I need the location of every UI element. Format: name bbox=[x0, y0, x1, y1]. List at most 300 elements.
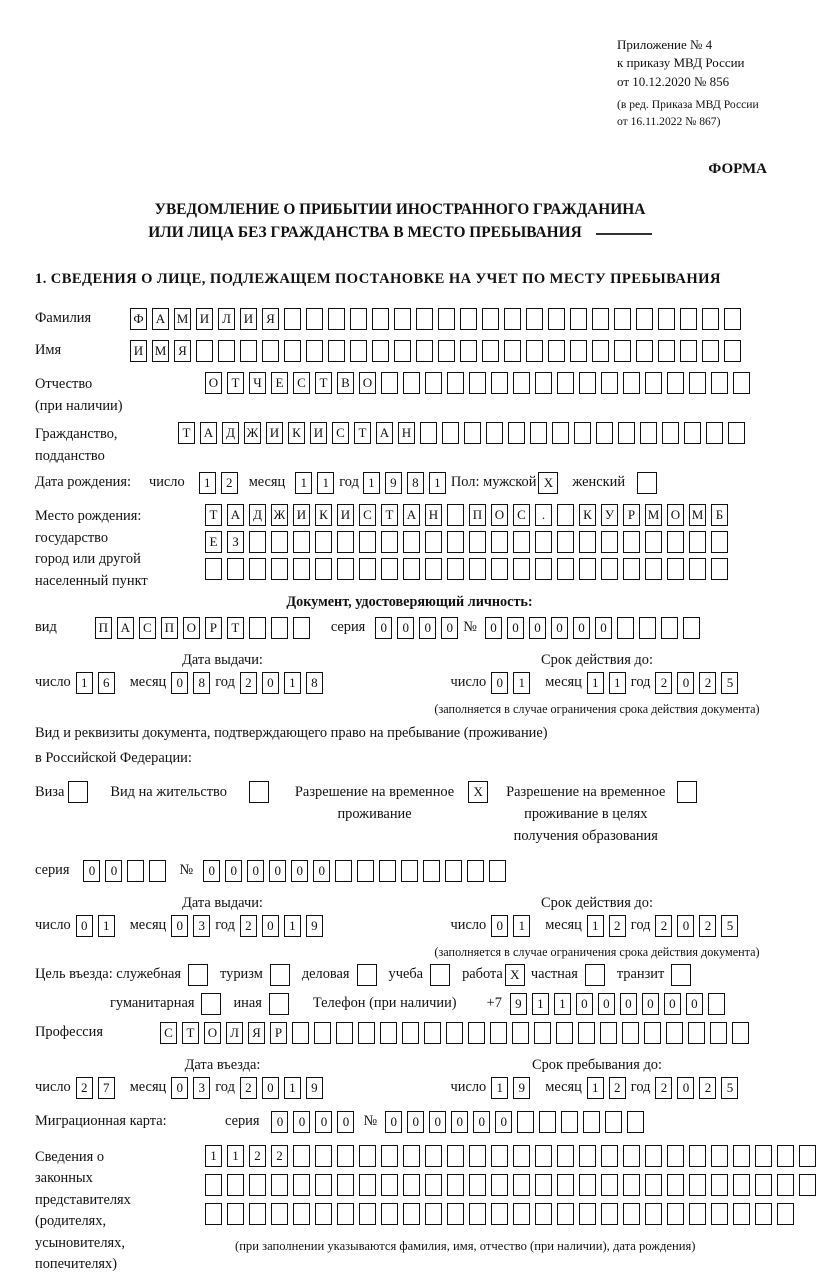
form-cell[interactable] bbox=[447, 372, 464, 394]
form-cell[interactable]: 1 bbox=[284, 672, 301, 694]
form-cell[interactable]: 0 bbox=[105, 860, 122, 882]
form-cell[interactable]: Л bbox=[218, 308, 235, 330]
form-cell[interactable] bbox=[601, 558, 618, 580]
form-cell[interactable] bbox=[469, 1174, 486, 1196]
form-cell[interactable]: О bbox=[205, 372, 222, 394]
form-cell[interactable] bbox=[579, 558, 596, 580]
form-cell[interactable]: И bbox=[240, 308, 257, 330]
form-cell[interactable]: М bbox=[645, 504, 662, 526]
form-cell[interactable] bbox=[623, 558, 640, 580]
form-cell[interactable] bbox=[667, 1145, 684, 1167]
form-cell[interactable] bbox=[667, 531, 684, 553]
form-cell[interactable] bbox=[667, 372, 684, 394]
form-cell[interactable]: С bbox=[359, 504, 376, 526]
form-cell[interactable] bbox=[425, 1174, 442, 1196]
form-cell[interactable] bbox=[149, 860, 166, 882]
form-cell[interactable] bbox=[491, 1203, 508, 1225]
form-cell[interactable] bbox=[425, 1145, 442, 1167]
form-cell[interactable]: 2 bbox=[609, 915, 626, 937]
form-cell[interactable] bbox=[423, 860, 440, 882]
form-cell[interactable] bbox=[218, 340, 235, 362]
form-cell[interactable] bbox=[293, 1174, 310, 1196]
form-cell[interactable] bbox=[357, 860, 374, 882]
form-cell[interactable] bbox=[249, 1203, 266, 1225]
form-cell[interactable] bbox=[732, 1022, 749, 1044]
form-cell[interactable] bbox=[645, 1145, 662, 1167]
form-cell[interactable]: 0 bbox=[291, 860, 308, 882]
form-cell[interactable]: 0 bbox=[620, 993, 637, 1015]
form-cell[interactable]: 0 bbox=[385, 1111, 402, 1133]
form-cell[interactable] bbox=[447, 558, 464, 580]
form-cell[interactable] bbox=[645, 1203, 662, 1225]
form-cell[interactable] bbox=[570, 340, 587, 362]
form-cell[interactable] bbox=[381, 1174, 398, 1196]
form-cell[interactable] bbox=[469, 372, 486, 394]
form-cell[interactable] bbox=[733, 372, 750, 394]
form-cell[interactable]: О bbox=[667, 504, 684, 526]
form-cell[interactable]: 0 bbox=[451, 1111, 468, 1133]
form-cell[interactable]: 0 bbox=[529, 617, 546, 639]
form-cell[interactable] bbox=[293, 1203, 310, 1225]
form-cell[interactable]: К bbox=[579, 504, 596, 526]
form-cell[interactable]: 1 bbox=[554, 993, 571, 1015]
form-cell[interactable]: 2 bbox=[76, 1077, 93, 1099]
form-cell[interactable] bbox=[425, 558, 442, 580]
form-cell[interactable]: А bbox=[117, 617, 134, 639]
form-cell[interactable]: 1 bbox=[98, 915, 115, 937]
form-cell[interactable] bbox=[579, 1145, 596, 1167]
form-cell[interactable] bbox=[491, 372, 508, 394]
form-cell[interactable] bbox=[535, 1203, 552, 1225]
form-cell[interactable]: 8 bbox=[407, 472, 424, 494]
form-cell[interactable] bbox=[526, 308, 543, 330]
form-cell[interactable]: 1 bbox=[609, 672, 626, 694]
form-cell[interactable]: И bbox=[130, 340, 147, 362]
form-cell[interactable] bbox=[227, 1203, 244, 1225]
form-cell[interactable] bbox=[671, 964, 691, 986]
form-cell[interactable]: 0 bbox=[677, 672, 694, 694]
form-cell[interactable] bbox=[403, 1145, 420, 1167]
form-cell[interactable]: О bbox=[491, 504, 508, 526]
form-cell[interactable] bbox=[601, 531, 618, 553]
form-cell[interactable] bbox=[314, 1022, 331, 1044]
form-cell[interactable]: Л bbox=[226, 1022, 243, 1044]
form-cell[interactable] bbox=[420, 422, 437, 444]
form-cell[interactable]: С bbox=[160, 1022, 177, 1044]
form-cell[interactable]: 2 bbox=[655, 1077, 672, 1099]
form-cell[interactable] bbox=[579, 372, 596, 394]
form-cell[interactable] bbox=[447, 1174, 464, 1196]
form-cell[interactable] bbox=[733, 1174, 750, 1196]
form-cell[interactable]: 0 bbox=[642, 993, 659, 1015]
form-cell[interactable] bbox=[196, 340, 213, 362]
form-cell[interactable] bbox=[557, 1174, 574, 1196]
form-cell[interactable] bbox=[636, 308, 653, 330]
form-cell[interactable]: Ч bbox=[249, 372, 266, 394]
form-cell[interactable] bbox=[605, 1111, 622, 1133]
form-cell[interactable] bbox=[271, 1203, 288, 1225]
form-cell[interactable] bbox=[661, 617, 678, 639]
form-cell[interactable] bbox=[535, 372, 552, 394]
form-cell[interactable] bbox=[467, 860, 484, 882]
form-cell[interactable]: И bbox=[266, 422, 283, 444]
form-cell[interactable] bbox=[358, 1022, 375, 1044]
form-cell[interactable]: 0 bbox=[686, 993, 703, 1015]
form-cell[interactable] bbox=[662, 422, 679, 444]
form-cell[interactable] bbox=[403, 531, 420, 553]
form-cell[interactable] bbox=[579, 1174, 596, 1196]
form-cell[interactable]: Е bbox=[271, 372, 288, 394]
form-cell[interactable]: Д bbox=[222, 422, 239, 444]
form-cell[interactable] bbox=[601, 1203, 618, 1225]
form-cell[interactable]: 1 bbox=[295, 472, 312, 494]
form-cell[interactable] bbox=[271, 531, 288, 553]
form-cell[interactable]: 0 bbox=[664, 993, 681, 1015]
form-cell[interactable] bbox=[337, 1174, 354, 1196]
form-cell[interactable] bbox=[535, 558, 552, 580]
form-cell[interactable]: 0 bbox=[375, 617, 392, 639]
form-cell[interactable] bbox=[548, 340, 565, 362]
form-cell[interactable] bbox=[188, 964, 208, 986]
form-cell[interactable] bbox=[430, 964, 450, 986]
form-cell[interactable] bbox=[755, 1145, 772, 1167]
form-cell[interactable] bbox=[337, 1203, 354, 1225]
form-cell[interactable] bbox=[491, 558, 508, 580]
form-cell[interactable]: 5 bbox=[721, 1077, 738, 1099]
form-cell[interactable] bbox=[799, 1145, 816, 1167]
form-cell[interactable]: 0 bbox=[677, 915, 694, 937]
form-cell[interactable] bbox=[359, 1174, 376, 1196]
form-cell[interactable] bbox=[777, 1203, 794, 1225]
form-cell[interactable]: 2 bbox=[221, 472, 238, 494]
form-cell[interactable]: 0 bbox=[171, 1077, 188, 1099]
form-cell[interactable] bbox=[658, 308, 675, 330]
form-cell[interactable] bbox=[755, 1203, 772, 1225]
form-cell[interactable] bbox=[201, 993, 221, 1015]
form-cell[interactable]: 0 bbox=[419, 617, 436, 639]
form-cell[interactable] bbox=[583, 1111, 600, 1133]
form-cell[interactable] bbox=[711, 372, 728, 394]
form-cell[interactable]: Т bbox=[227, 617, 244, 639]
form-cell[interactable] bbox=[667, 558, 684, 580]
form-cell[interactable] bbox=[733, 1203, 750, 1225]
form-cell[interactable] bbox=[666, 1022, 683, 1044]
form-cell[interactable] bbox=[680, 308, 697, 330]
form-cell[interactable]: 0 bbox=[83, 860, 100, 882]
form-cell[interactable] bbox=[372, 340, 389, 362]
form-cell[interactable]: 0 bbox=[485, 617, 502, 639]
form-cell[interactable]: А bbox=[403, 504, 420, 526]
form-cell[interactable]: 1 bbox=[429, 472, 446, 494]
form-cell[interactable] bbox=[513, 1174, 530, 1196]
form-cell[interactable] bbox=[535, 531, 552, 553]
form-cell[interactable]: 2 bbox=[271, 1145, 288, 1167]
form-cell[interactable] bbox=[469, 558, 486, 580]
form-cell[interactable]: 1 bbox=[513, 672, 530, 694]
form-cell[interactable]: 0 bbox=[551, 617, 568, 639]
form-cell[interactable]: 2 bbox=[699, 1077, 716, 1099]
form-cell[interactable] bbox=[601, 1174, 618, 1196]
form-cell[interactable]: О bbox=[183, 617, 200, 639]
form-cell[interactable]: 1 bbox=[513, 915, 530, 937]
form-cell[interactable] bbox=[683, 617, 700, 639]
form-cell[interactable] bbox=[416, 340, 433, 362]
form-cell[interactable] bbox=[328, 308, 345, 330]
form-cell[interactable] bbox=[240, 340, 257, 362]
form-cell[interactable]: 1 bbox=[491, 1077, 508, 1099]
form-cell[interactable] bbox=[469, 1145, 486, 1167]
form-cell[interactable]: Е bbox=[205, 531, 222, 553]
form-cell[interactable] bbox=[708, 993, 725, 1015]
form-cell[interactable] bbox=[677, 781, 697, 803]
form-cell[interactable] bbox=[359, 558, 376, 580]
form-cell[interactable] bbox=[350, 308, 367, 330]
form-cell[interactable] bbox=[513, 558, 530, 580]
form-cell[interactable]: X bbox=[468, 781, 488, 803]
form-cell[interactable] bbox=[416, 308, 433, 330]
form-cell[interactable] bbox=[508, 422, 525, 444]
form-cell[interactable] bbox=[350, 340, 367, 362]
form-cell[interactable] bbox=[284, 340, 301, 362]
form-cell[interactable]: И bbox=[293, 504, 310, 526]
form-cell[interactable]: 0 bbox=[171, 915, 188, 937]
form-cell[interactable]: 1 bbox=[532, 993, 549, 1015]
form-cell[interactable] bbox=[614, 308, 631, 330]
form-cell[interactable]: 0 bbox=[507, 617, 524, 639]
form-cell[interactable]: 2 bbox=[655, 672, 672, 694]
form-cell[interactable]: 0 bbox=[269, 860, 286, 882]
form-cell[interactable] bbox=[403, 558, 420, 580]
form-cell[interactable] bbox=[755, 1174, 772, 1196]
form-cell[interactable]: 0 bbox=[313, 860, 330, 882]
form-cell[interactable]: . bbox=[535, 504, 552, 526]
form-cell[interactable] bbox=[381, 1145, 398, 1167]
form-cell[interactable]: С bbox=[513, 504, 530, 526]
form-cell[interactable]: 2 bbox=[240, 915, 257, 937]
form-cell[interactable]: 1 bbox=[284, 915, 301, 937]
form-cell[interactable] bbox=[513, 1145, 530, 1167]
form-cell[interactable] bbox=[689, 558, 706, 580]
form-cell[interactable] bbox=[526, 340, 543, 362]
form-cell[interactable]: С bbox=[293, 372, 310, 394]
form-cell[interactable]: 0 bbox=[677, 1077, 694, 1099]
form-cell[interactable]: X bbox=[505, 964, 525, 986]
form-cell[interactable]: 9 bbox=[306, 915, 323, 937]
form-cell[interactable]: Т bbox=[227, 372, 244, 394]
form-cell[interactable]: Р bbox=[270, 1022, 287, 1044]
form-cell[interactable] bbox=[249, 1174, 266, 1196]
form-cell[interactable] bbox=[667, 1174, 684, 1196]
form-cell[interactable]: 5 bbox=[721, 672, 738, 694]
form-cell[interactable]: 0 bbox=[576, 993, 593, 1015]
form-cell[interactable] bbox=[460, 308, 477, 330]
form-cell[interactable] bbox=[460, 340, 477, 362]
form-cell[interactable]: 3 bbox=[193, 1077, 210, 1099]
form-cell[interactable] bbox=[403, 1174, 420, 1196]
form-cell[interactable]: 9 bbox=[385, 472, 402, 494]
form-cell[interactable]: 2 bbox=[699, 915, 716, 937]
form-cell[interactable]: 1 bbox=[363, 472, 380, 494]
form-cell[interactable] bbox=[596, 422, 613, 444]
form-cell[interactable] bbox=[205, 1174, 222, 1196]
form-cell[interactable]: 0 bbox=[262, 672, 279, 694]
form-cell[interactable] bbox=[667, 1203, 684, 1225]
form-cell[interactable]: Р bbox=[205, 617, 222, 639]
form-cell[interactable] bbox=[574, 422, 591, 444]
form-cell[interactable] bbox=[504, 340, 521, 362]
form-cell[interactable]: 9 bbox=[510, 993, 527, 1015]
form-cell[interactable] bbox=[512, 1022, 529, 1044]
form-cell[interactable]: 2 bbox=[699, 672, 716, 694]
form-cell[interactable] bbox=[262, 340, 279, 362]
form-cell[interactable] bbox=[337, 1145, 354, 1167]
form-cell[interactable] bbox=[504, 308, 521, 330]
form-cell[interactable]: 2 bbox=[249, 1145, 266, 1167]
form-cell[interactable] bbox=[684, 422, 701, 444]
form-cell[interactable] bbox=[622, 1022, 639, 1044]
form-cell[interactable] bbox=[249, 531, 266, 553]
form-cell[interactable]: И bbox=[196, 308, 213, 330]
form-cell[interactable] bbox=[284, 308, 301, 330]
form-cell[interactable]: 1 bbox=[587, 672, 604, 694]
form-cell[interactable]: Я bbox=[262, 308, 279, 330]
form-cell[interactable] bbox=[249, 781, 269, 803]
form-cell[interactable] bbox=[689, 1174, 706, 1196]
form-cell[interactable]: И bbox=[310, 422, 327, 444]
form-cell[interactable] bbox=[293, 617, 310, 639]
form-cell[interactable] bbox=[579, 1203, 596, 1225]
form-cell[interactable]: 0 bbox=[495, 1111, 512, 1133]
form-cell[interactable] bbox=[645, 1174, 662, 1196]
form-cell[interactable] bbox=[689, 372, 706, 394]
form-cell[interactable] bbox=[688, 1022, 705, 1044]
form-cell[interactable] bbox=[711, 531, 728, 553]
form-cell[interactable] bbox=[293, 531, 310, 553]
form-cell[interactable]: Р bbox=[623, 504, 640, 526]
form-cell[interactable]: А bbox=[152, 308, 169, 330]
form-cell[interactable] bbox=[535, 1145, 552, 1167]
form-cell[interactable] bbox=[702, 340, 719, 362]
form-cell[interactable]: 1 bbox=[205, 1145, 222, 1167]
form-cell[interactable] bbox=[552, 422, 569, 444]
form-cell[interactable] bbox=[468, 1022, 485, 1044]
form-cell[interactable] bbox=[644, 1022, 661, 1044]
form-cell[interactable] bbox=[328, 340, 345, 362]
form-cell[interactable] bbox=[799, 1174, 816, 1196]
form-cell[interactable]: Б bbox=[711, 504, 728, 526]
form-cell[interactable] bbox=[293, 558, 310, 580]
form-cell[interactable]: И bbox=[337, 504, 354, 526]
form-cell[interactable] bbox=[557, 504, 574, 526]
form-cell[interactable] bbox=[425, 1203, 442, 1225]
form-cell[interactable] bbox=[548, 308, 565, 330]
form-cell[interactable] bbox=[464, 422, 481, 444]
form-cell[interactable] bbox=[592, 308, 609, 330]
form-cell[interactable] bbox=[271, 617, 288, 639]
form-cell[interactable] bbox=[637, 472, 657, 494]
form-cell[interactable]: 0 bbox=[407, 1111, 424, 1133]
form-cell[interactable] bbox=[601, 1145, 618, 1167]
form-cell[interactable] bbox=[614, 340, 631, 362]
form-cell[interactable] bbox=[359, 1203, 376, 1225]
form-cell[interactable]: Т bbox=[315, 372, 332, 394]
form-cell[interactable]: 9 bbox=[306, 1077, 323, 1099]
form-cell[interactable] bbox=[447, 531, 464, 553]
form-cell[interactable] bbox=[645, 531, 662, 553]
form-cell[interactable] bbox=[315, 1145, 332, 1167]
form-cell[interactable]: 0 bbox=[271, 1111, 288, 1133]
form-cell[interactable] bbox=[728, 422, 745, 444]
form-cell[interactable] bbox=[381, 558, 398, 580]
form-cell[interactable] bbox=[68, 781, 88, 803]
form-cell[interactable]: 0 bbox=[473, 1111, 490, 1133]
form-cell[interactable] bbox=[733, 1145, 750, 1167]
form-cell[interactable]: У bbox=[601, 504, 618, 526]
form-cell[interactable] bbox=[402, 1022, 419, 1044]
form-cell[interactable]: 1 bbox=[587, 1077, 604, 1099]
form-cell[interactable] bbox=[270, 964, 290, 986]
form-cell[interactable]: Т bbox=[182, 1022, 199, 1044]
form-cell[interactable]: Ж bbox=[244, 422, 261, 444]
form-cell[interactable] bbox=[592, 340, 609, 362]
form-cell[interactable]: Н bbox=[398, 422, 415, 444]
form-cell[interactable]: 0 bbox=[573, 617, 590, 639]
form-cell[interactable] bbox=[561, 1111, 578, 1133]
form-cell[interactable] bbox=[446, 1022, 463, 1044]
form-cell[interactable] bbox=[315, 531, 332, 553]
form-cell[interactable]: О bbox=[204, 1022, 221, 1044]
form-cell[interactable] bbox=[293, 1145, 310, 1167]
form-cell[interactable] bbox=[335, 860, 352, 882]
form-cell[interactable] bbox=[645, 372, 662, 394]
form-cell[interactable] bbox=[530, 422, 547, 444]
form-cell[interactable]: Я bbox=[248, 1022, 265, 1044]
form-cell[interactable] bbox=[534, 1022, 551, 1044]
form-cell[interactable] bbox=[315, 1174, 332, 1196]
form-cell[interactable] bbox=[438, 308, 455, 330]
form-cell[interactable] bbox=[425, 531, 442, 553]
form-cell[interactable] bbox=[627, 1111, 644, 1133]
form-cell[interactable]: 0 bbox=[203, 860, 220, 882]
form-cell[interactable]: Т bbox=[178, 422, 195, 444]
form-cell[interactable] bbox=[482, 340, 499, 362]
form-cell[interactable] bbox=[556, 1022, 573, 1044]
form-cell[interactable] bbox=[249, 558, 266, 580]
form-cell[interactable]: 1 bbox=[199, 472, 216, 494]
form-cell[interactable]: Т bbox=[205, 504, 222, 526]
form-cell[interactable] bbox=[623, 1145, 640, 1167]
form-cell[interactable] bbox=[469, 531, 486, 553]
form-cell[interactable]: 0 bbox=[598, 993, 615, 1015]
form-cell[interactable] bbox=[557, 1203, 574, 1225]
form-cell[interactable]: Ж bbox=[271, 504, 288, 526]
form-cell[interactable] bbox=[205, 1203, 222, 1225]
form-cell[interactable]: 0 bbox=[491, 672, 508, 694]
form-cell[interactable] bbox=[585, 964, 605, 986]
form-cell[interactable] bbox=[447, 1203, 464, 1225]
form-cell[interactable] bbox=[447, 504, 464, 526]
form-cell[interactable] bbox=[689, 531, 706, 553]
form-cell[interactable] bbox=[570, 308, 587, 330]
form-cell[interactable] bbox=[491, 1145, 508, 1167]
form-cell[interactable] bbox=[777, 1174, 794, 1196]
form-cell[interactable] bbox=[710, 1022, 727, 1044]
form-cell[interactable]: Ф bbox=[130, 308, 147, 330]
form-cell[interactable] bbox=[447, 1145, 464, 1167]
form-cell[interactable] bbox=[513, 1203, 530, 1225]
form-cell[interactable]: 0 bbox=[76, 915, 93, 937]
form-cell[interactable] bbox=[724, 308, 741, 330]
